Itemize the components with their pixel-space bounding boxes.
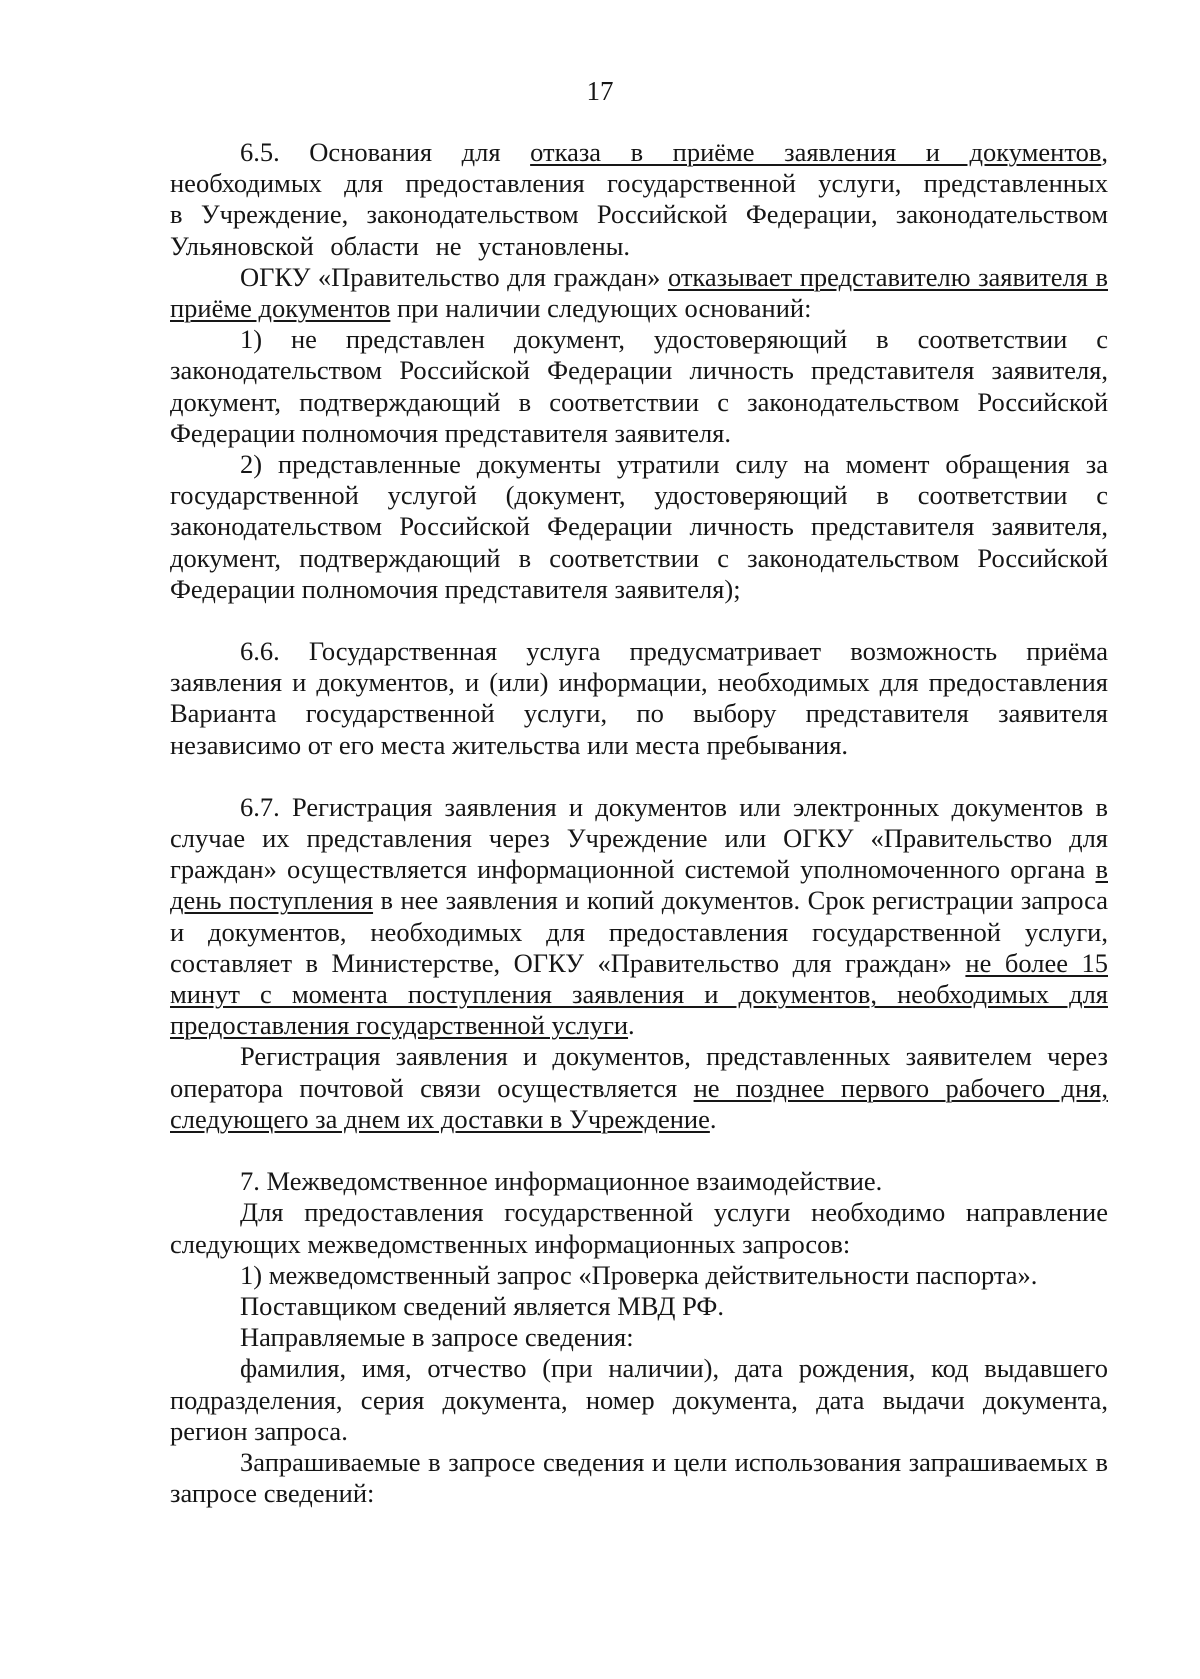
document-body <box>170 137 1108 1509</box>
paragraph-p-6-6 <box>170 636 1108 761</box>
text-segment: . <box>709 1103 717 1134</box>
underlined-text: в день поступления <box>170 854 1108 916</box>
text-segment: 7. Межведомственное информационное взаимодействие. <box>240 1166 883 1197</box>
text-segment: . <box>628 1010 635 1041</box>
paragraph-p-7-request-1 <box>170 1260 1108 1291</box>
text-segment: , необходимых для предоставления государственной услуги, представленных в Учреждение, законодательством Российской Федерации, законодательством Ульяновской области не установлены. <box>170 137 1108 261</box>
paragraph-p-7-requested <box>170 1447 1108 1509</box>
page-number: 17 <box>586 76 614 106</box>
text-segment: 2) представленные документы утратили силу на момент обращения за государственной услугой (документ, удостоверяющий в соответствии с законодательством Российской Федерации личность представителя заявителя, документ, подтверждающий в соответствии с законодательством Российской Федерации полномочия представителя заявителя); <box>170 449 1108 604</box>
text-segment: 6.6. Государственная услуга предусматривает возможность приёма заявления и документов, и (или) информации, необходимых для предоставления Варианта государственной услуги, по выбору представителя заявителя независимо от его места жительства или места пребывания. <box>170 636 1108 760</box>
paragraph-p-7-provider <box>170 1291 1108 1322</box>
text-segment: Направляемые в запросе сведения: <box>240 1322 634 1353</box>
paragraph-p-7-intro <box>170 1197 1108 1259</box>
paragraph-p-mail-registration <box>170 1041 1108 1135</box>
text-segment: ОГКУ «Правительство для граждан» <box>240 261 668 292</box>
paragraph-p-reason-1 <box>170 324 1108 449</box>
text-segment: 1) межведомственный запрос «Проверка действительности паспорта». <box>240 1259 1038 1290</box>
paragraph-p-6-7 <box>170 792 1108 1042</box>
text-segment: в нее заявления и копий документов. Срок регистрации запроса и документов, необходимых для предоставления государственной услуги, составляет в Министерстве, ОГКУ «Правительство для граждан» <box>170 885 1108 978</box>
paragraph-p-ogku-refusal <box>170 262 1108 324</box>
underlined-text: отказа в приёме заявления и документов <box>530 137 1102 167</box>
text-segment: при наличии следующих оснований: <box>390 293 812 324</box>
text-segment: 6.5. Основания для <box>240 137 531 167</box>
paragraph-p-7-sent-fields <box>170 1353 1108 1447</box>
text-segment: Запрашиваемые в запросе сведения и цели использования запрашиваемых в запросе сведений: <box>170 1446 1108 1509</box>
text-segment: Поставщиком сведений является МВД РФ. <box>240 1290 724 1321</box>
paragraph-p-7 <box>170 1166 1108 1197</box>
text-segment: фамилия, имя, отчество (при наличии), дата рождения, код выдавшего подразделения, серия документа, номер документа, дата выдачи документа, регион запроса. <box>170 1353 1108 1446</box>
underlined-text: не позднее первого рабочего дня, следующего за днем их доставки в Учреждение <box>170 1072 1108 1134</box>
paragraph-p-6-5 <box>170 137 1108 262</box>
text-segment: Для предоставления государственной услуги необходимо направление следующих межведомственных информационных запросов: <box>170 1197 1108 1259</box>
text-segment: 1) не представлен документ, удостоверяющий в соответствии с законодательством Российской Федерации личность представителя заявителя, документ, подтверждающий в соответствии с законодательством Российской Федерации полномочия представителя заявителя. <box>170 324 1108 448</box>
paragraph-p-7-sent-label <box>170 1322 1108 1353</box>
text-segment: 6.7. Регистрация заявления и документов или электронных документов в случае их представления через Учреждение или ОГКУ «Правительство для граждан» осуществляется информационной системой уполномоченного органа <box>170 791 1108 885</box>
underlined-text: не более 15 минут с момента поступления заявления и документов, необходимых для предоставления государственной услуги <box>170 947 1108 1041</box>
text-segment: Регистрация заявления и документов, представленных заявителем через оператора почтовой связи осуществляется <box>170 1041 1108 1103</box>
underlined-text: отказывает представителю заявителя в приёме документов <box>170 261 1108 324</box>
paragraph-p-reason-2 <box>170 449 1108 605</box>
